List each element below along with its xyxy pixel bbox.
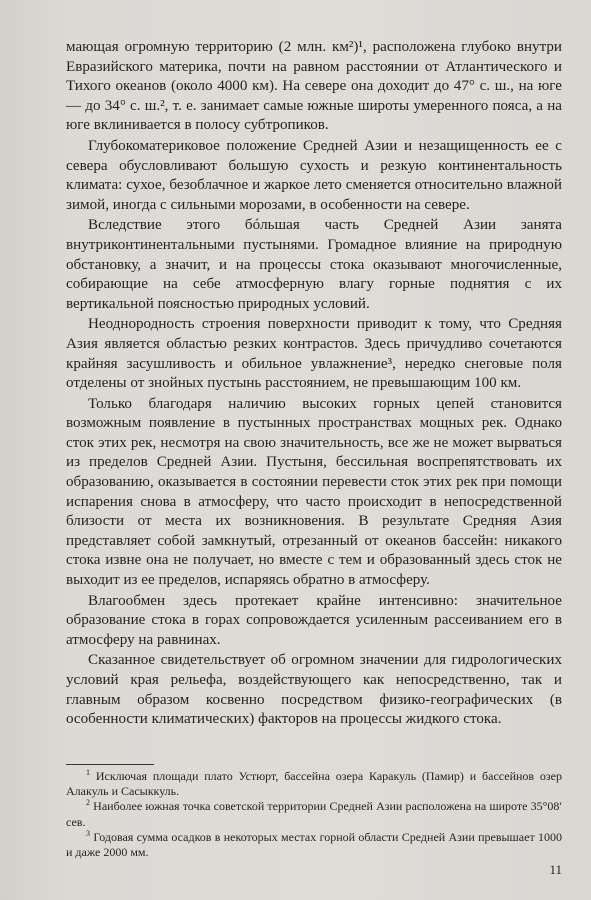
footnote-divider (66, 764, 154, 765)
footnote-marker: 1 (86, 768, 90, 777)
footnote-marker: 3 (86, 828, 90, 838)
footnote-text: Годовая сумма осадков в некоторых местах горной области Средней Азии превышает 1000 и даже 2000 мм. (66, 829, 562, 860)
footnote-1 (66, 769, 562, 799)
footnote-marker: 2 (86, 798, 90, 808)
paragraph-2: Глубокоматериковое положение Средней Азии и незащищенность ее с севера обусловливают большую сухость и резкую континентальность климата: сухое, безоблачное и жаркое лето сменяется относительно влажной зимой, иногда с сильными морозами, в особенности на севере. (66, 137, 562, 213)
paragraph-7: Сказанное свидетельствует об огромном значении для гидрологических условий края рельефа, воздействующего как непосредственно, так и главным образом косвенно посредством физико-географических (в особенности климатических) факторов на процессы жидкого стока. (66, 652, 562, 728)
paragraph-4: Неоднородность строения поверхности приводит к тому, что Средняя Азия является областью резких контрастов. Здесь причудливо сочетаются крайняя засушливость и обильное увлажнение³, нередко снеговые поля отделены от знойных пустынь расстоянием, не превышающим 100 км. (66, 316, 562, 392)
footnotes (66, 769, 562, 860)
page-number: 11 (549, 862, 562, 877)
footnote-text: Наиболее южная точка советской территории Средней Азии расположена на широте 35°08′ сев. (66, 799, 563, 829)
paragraph-1: мающая огромную территорию (2 млн. км²)¹, расположена глубоко внутри Евразийского материка, почти на равном расстоянии от Атлантического и Тихого океанов (около 4000 км). На севере она доходит до 47° с. ш., на юге — до 34° с. ш.², т. е. занимает самые южные широты умеренного пояса, а на юге вклинивается в полосу субтропиков. (66, 39, 562, 134)
paragraph-3: Вследствие этого бóльшая часть Средней Азии занята внутриконтинентальными пустынями. Громадное влияние на природную обстановку, а значит, и на процессы стока оказывают многочисленные, собирающие на себе атмосферную влагу горные поднятия с их вертикальной поясностью природных условий. (66, 217, 562, 312)
footnote-3 (66, 830, 562, 860)
paragraph-5: Только благодаря наличию высоких горных цепей становится возможным появление в пустынных пространствах мощных рек. Однако сток этих рек, несмотря на свою значительность, все же не может вырваться из пределов Средней Азии. Пустыня, бессильная воспрепятствовать их образованию, оказывается в состоянии перевести сток этих рек при помощи испарения снова в атмосферу, что часто происходит в непосредственной близости от места их возникновения. В результате Средняя Азия представляет собой замкнутый, отрезанный от океанов бассейн: никакого стока извне она не получает, но вместе с тем и образованный здесь сток не выходит из ее пределов, испаряясь обратно в атмосферу. (66, 395, 562, 589)
main-text (66, 38, 562, 731)
footnote-text: Исключая площади плато Устюрт, бассейна озера Каракуль (Памир) и бассейнов озер Алакуль и Сасыккуль. (66, 769, 562, 799)
paragraph-6: Влагообмен здесь протекает крайне интенсивно: значительное образование стока в горах сопровождается усиленным рассеиванием его в атмосферу на равнинах. (66, 592, 562, 648)
footnote-2 (66, 799, 562, 829)
